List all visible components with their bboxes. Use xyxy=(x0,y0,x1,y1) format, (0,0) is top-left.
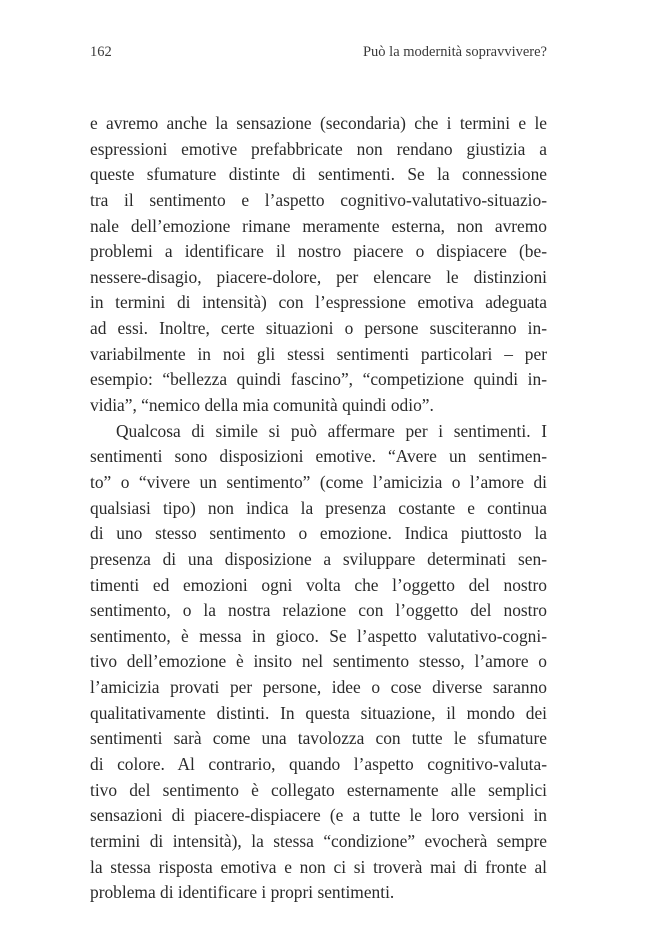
text-line: di colore. Al contrario, quando l’aspetto cognitivo-valuta- xyxy=(90,754,547,775)
text-line: di uno stesso sentimento o emozione. Indica piuttosto la xyxy=(90,523,547,544)
text-line: espressioni emotive prefabbricate non rendano giustizia a xyxy=(90,138,547,159)
text-line: l’amicizia provati per persone, idee o cose diverse saranno xyxy=(90,677,547,698)
text-line: sentimenti sarà come una tavolozza con tutte le sfumature xyxy=(90,728,547,749)
running-header xyxy=(90,44,547,68)
text-line: tivo dell’emozione è insito nel sentimento stesso, l’amore o xyxy=(90,651,547,672)
text-line: timenti ed emozioni ogni volta che l’oggetto del nostro xyxy=(90,574,547,595)
text-line: Qualcosa di simile si può affermare per i sentimenti. I xyxy=(116,420,547,441)
text-line: tivo del sentimento è collegato esternamente alle semplici xyxy=(90,779,547,800)
text-line: qualitativamente distinti. In questa situazione, il mondo dei xyxy=(90,702,547,723)
text-line: to” o “vivere un sentimento” (come l’amicizia o l’amore di xyxy=(90,471,547,492)
text-line: variabilmente in noi gli stessi sentimenti particolari – per xyxy=(90,343,547,364)
running-title: Può la modernità sopravvivere? xyxy=(362,44,547,60)
page-number: 162 xyxy=(90,44,112,60)
text-line: vidia”, “nemico della mia comunità quindi odio”. xyxy=(90,395,434,416)
body-text xyxy=(90,111,547,906)
text-line: sentimento, è messa in gioco. Se l’aspetto valutativo-cogni- xyxy=(90,625,547,646)
text-line: sentimenti sono disposizioni emotive. “Avere un sentimen- xyxy=(90,446,547,467)
text-line: sensazioni di piacere-dispiacere (e a tutte le loro versioni in xyxy=(90,805,547,826)
text-line: e avremo anche la sensazione (secondaria) che i termini e le xyxy=(90,113,547,133)
text-line: termini di intensità), la stessa “condizione” evocherà sempre xyxy=(90,830,547,851)
text-line: la stessa risposta emotiva e non ci si troverà mai di fronte al xyxy=(90,856,547,877)
text-line: sentimento, o la nostra relazione con l’oggetto del nostro xyxy=(90,600,547,621)
text-line: problema di identificare i propri sentimenti. xyxy=(90,882,395,903)
paragraph xyxy=(90,111,547,419)
text-line: nale dell’emozione rimane meramente esterna, non avremo xyxy=(90,215,547,236)
text-line: in termini di intensità) con l’espressione emotiva adeguata xyxy=(90,292,547,313)
text-line: problemi a identificare il nostro piacere o dispiacere (be- xyxy=(90,241,547,262)
text-line: esempio: “bellezza quindi fascino”, “competizione quindi in- xyxy=(90,369,547,390)
text-line: presenza di una disposizione a sviluppare determinati sen- xyxy=(90,548,547,569)
paragraph xyxy=(90,419,547,906)
text-line: nessere-disagio, piacere-dolore, per elencare le distinzioni xyxy=(90,266,547,287)
text-line: qualsiasi tipo) non indica la presenza costante e continua xyxy=(90,497,547,518)
text-line: queste sfumature distinte di sentimenti. Se la connessione xyxy=(90,164,547,185)
text-line: ad essi. Inoltre, certe situazioni o persone susciteranno in- xyxy=(90,318,547,339)
text-line: tra il sentimento e l’aspetto cognitivo-valutativo-situazio- xyxy=(90,189,547,210)
